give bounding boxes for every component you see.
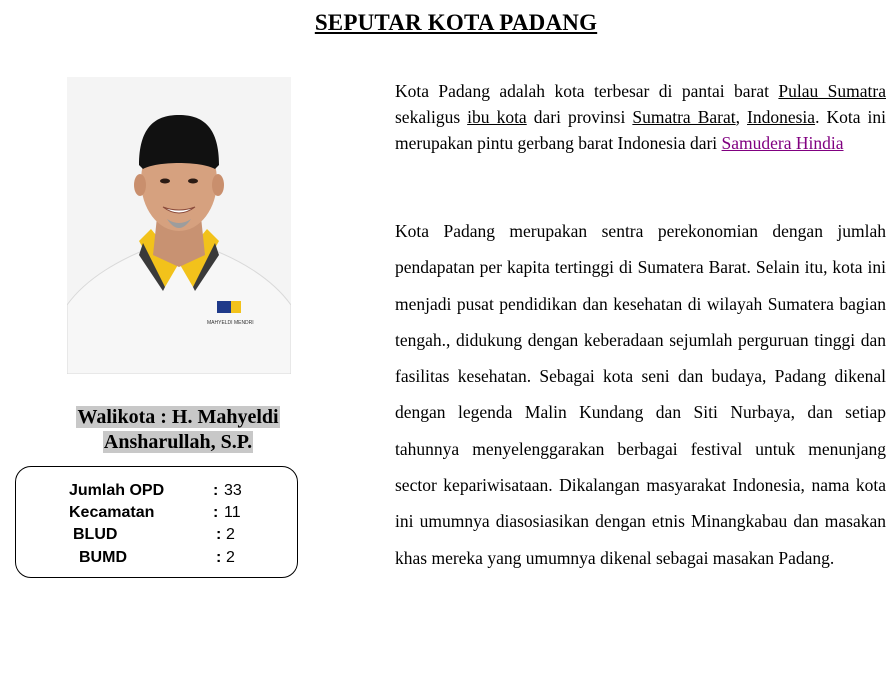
stat-row: [16, 547, 296, 569]
mayor-caption-line2: Ansharullah, S.P.: [103, 431, 253, 453]
shirt-logo-text: MAHYELDI MENDRI: [207, 320, 254, 326]
page-title: SEPUTAR KOTA PADANG: [314, 10, 598, 35]
link-sumatra-barat[interactable]: Sumatra Barat: [632, 107, 736, 127]
stat-separator: :: [216, 549, 222, 566]
intro-text: sekaligus: [395, 107, 468, 127]
mayor-photo: [67, 77, 291, 374]
link-indonesia[interactable]: Indonesia: [747, 107, 816, 127]
stat-value: 2: [226, 526, 235, 543]
intro-text: Kota Padang adalah kota terbesar di pantai barat: [395, 81, 779, 101]
mayor-portrait-illustration: [67, 77, 291, 374]
stat-row: [16, 480, 296, 502]
link-ibu-kota[interactable]: ibu kota: [467, 107, 527, 127]
stats-box: [15, 466, 298, 578]
mayor-caption-line1: Walikota : H. Mahyeldi: [77, 406, 279, 428]
stat-value: 33: [224, 482, 242, 499]
stat-label: Kecamatan: [69, 504, 155, 521]
stat-value: 11: [224, 504, 241, 521]
stat-separator: :: [213, 504, 219, 521]
intro-paragraph: [395, 78, 886, 156]
stat-row: [16, 524, 296, 546]
description-paragraph: Kota Padang merupakan sentra perekonomian dengan jumlah pendapatan per kapita tertinggi di Sumatera Barat. Selain itu, kota ini menjadi pusat pendidikan dan kesehatan di wilayah Sumatera bagian tengah., didukung dengan keberadaan sejumlah perguruan tinggi dan fasilitas kesehatan. Sebagai kota seni dan budaya, Padang dikenal dengan legenda Malin Kundang dan Siti Nurbaya, dan setiap tahunnya menyelenggarakan berbagai festival untuk menunjang sector kepariwisataan. Dikalangan masyarakat Indonesia, nama kota ini umumnya diasosiasikan dengan etnis Minangkabau dan masakan khas mereka yang umumnya dikenal sebagai masakan Padang.: [395, 221, 886, 568]
mayor-caption: [40, 405, 316, 455]
intro-text: dari provinsi: [526, 107, 633, 127]
stat-label: BLUD: [73, 526, 118, 543]
stat-label: Jumlah OPD: [69, 482, 165, 499]
stat-separator: :: [213, 482, 219, 499]
intro-text: . Kota ini merupakan pintu gerbang barat Indonesia dari: [395, 107, 887, 153]
stat-separator: :: [216, 526, 222, 543]
link-pulau-sumatra[interactable]: Pulau Sumatra: [778, 81, 886, 101]
stat-value: 2: [226, 549, 235, 566]
stat-label: BUMD: [79, 549, 127, 566]
link-samudera-hindia[interactable]: Samudera Hindia: [721, 133, 844, 153]
intro-text: ,: [735, 107, 748, 127]
stat-row: [16, 502, 296, 524]
